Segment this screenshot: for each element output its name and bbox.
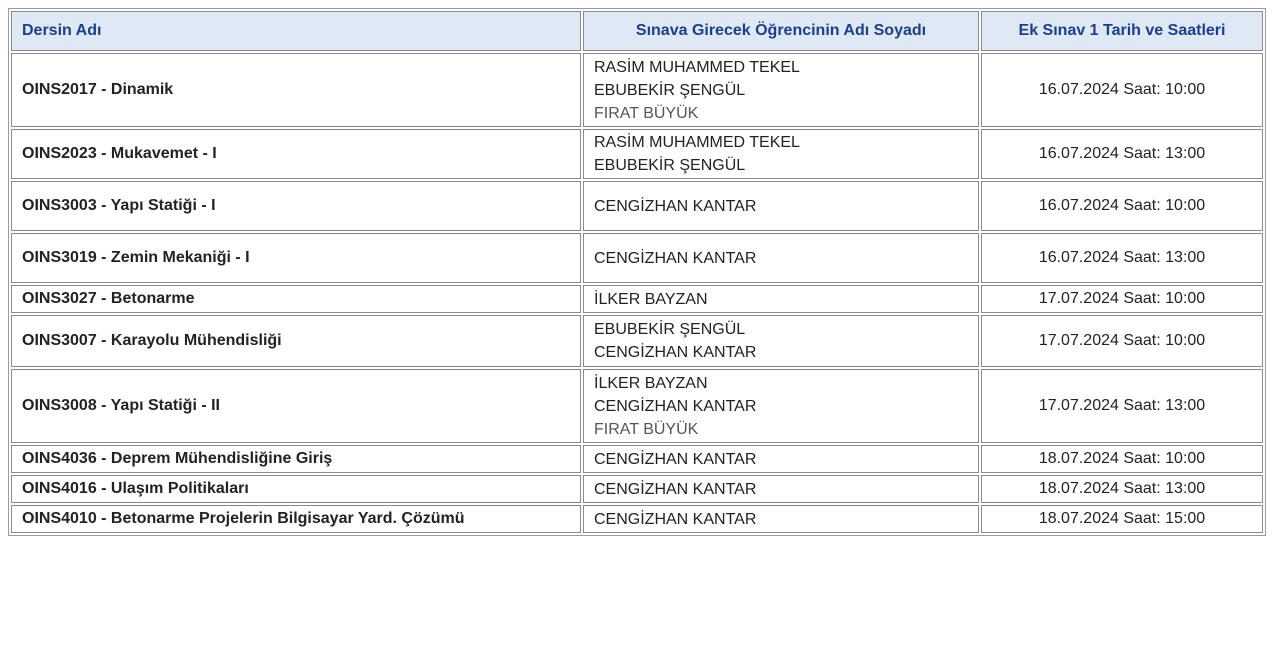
- course-name: OINS4010 - Betonarme Projelerin Bilgisayar Yard. Çözümü: [11, 505, 581, 533]
- student-list: [583, 475, 979, 503]
- exam-schedule-table: [8, 8, 1266, 536]
- course-name: OINS2017 - Dinamik: [11, 53, 581, 127]
- exam-date: 16.07.2024 Saat: 13:00: [981, 129, 1263, 179]
- student-list: [583, 53, 979, 127]
- exam-schedule-sheet: [8, 8, 1266, 536]
- table-row: [11, 445, 1263, 473]
- table-row: [11, 475, 1263, 503]
- student-name: CENGİZHAN KANTAR: [594, 197, 757, 215]
- exam-date: 17.07.2024 Saat: 13:00: [981, 369, 1263, 443]
- table-row: [11, 369, 1263, 443]
- student-list: [583, 315, 979, 367]
- course-name: OINS4016 - Ulaşım Politikaları: [11, 475, 581, 503]
- student-name: RASİM MUHAMMED TEKEL: [594, 58, 800, 76]
- exam-date: 17.07.2024 Saat: 10:00: [981, 285, 1263, 313]
- exam-date: 18.07.2024 Saat: 13:00: [981, 475, 1263, 503]
- student-name: İLKER BAYZAN: [594, 290, 708, 308]
- exam-date: 16.07.2024 Saat: 10:00: [981, 53, 1263, 127]
- course-name: OINS3008 - Yapı Statiği - II: [11, 369, 581, 443]
- student-name: FIRAT BÜYÜK: [594, 104, 699, 122]
- table-row: [11, 233, 1263, 283]
- student-name: CENGİZHAN KANTAR: [594, 249, 757, 267]
- student-name: CENGİZHAN KANTAR: [594, 397, 757, 415]
- exam-date: 17.07.2024 Saat: 10:00: [981, 315, 1263, 367]
- exam-date: 18.07.2024 Saat: 10:00: [981, 445, 1263, 473]
- student-name: RASİM MUHAMMED TEKEL: [594, 134, 800, 151]
- student-name: EBUBEKİR ŞENGÜL: [594, 157, 746, 174]
- student-name: CENGİZHAN KANTAR: [594, 344, 757, 361]
- course-name: OINS3003 - Yapı Statiği - I: [11, 181, 581, 231]
- student-list: [583, 445, 979, 473]
- exam-date: 16.07.2024 Saat: 13:00: [981, 233, 1263, 283]
- table-row: [11, 505, 1263, 533]
- exam-date: 18.07.2024 Saat: 15:00: [981, 505, 1263, 533]
- course-name: OINS2023 - Mukavemet - I: [11, 129, 581, 179]
- student-name: CENGİZHAN KANTAR: [594, 450, 757, 468]
- student-list: [583, 285, 979, 313]
- course-name: OINS3019 - Zemin Mekaniği - I: [11, 233, 581, 283]
- student-name: CENGİZHAN KANTAR: [594, 480, 757, 498]
- student-list: [583, 129, 979, 179]
- course-name: OINS3007 - Karayolu Mühendisliği: [11, 315, 581, 367]
- header-students: Sınava Girecek Öğrencinin Adı Soyadı: [583, 11, 979, 51]
- header-date: Ek Sınav 1 Tarih ve Saatleri: [981, 11, 1263, 51]
- table-row: [11, 181, 1263, 231]
- exam-date: 16.07.2024 Saat: 10:00: [981, 181, 1263, 231]
- table-row: [11, 129, 1263, 179]
- table-row: [11, 285, 1263, 313]
- student-list: [583, 505, 979, 533]
- student-name: İLKER BAYZAN: [594, 374, 708, 392]
- header-course: Dersin Adı: [11, 11, 581, 51]
- header-row: [11, 11, 1263, 51]
- student-name: EBUBEKİR ŞENGÜL: [594, 321, 746, 338]
- course-name: OINS4036 - Deprem Mühendisliğine Giriş: [11, 445, 581, 473]
- student-list: [583, 369, 979, 443]
- course-name: OINS3027 - Betonarme: [11, 285, 581, 313]
- table-row: [11, 53, 1263, 127]
- student-name: EBUBEKİR ŞENGÜL: [594, 81, 746, 99]
- student-name: CENGİZHAN KANTAR: [594, 510, 757, 528]
- student-list: [583, 233, 979, 283]
- table-row: [11, 315, 1263, 367]
- student-name: FIRAT BÜYÜK: [594, 420, 699, 438]
- student-list: [583, 181, 979, 231]
